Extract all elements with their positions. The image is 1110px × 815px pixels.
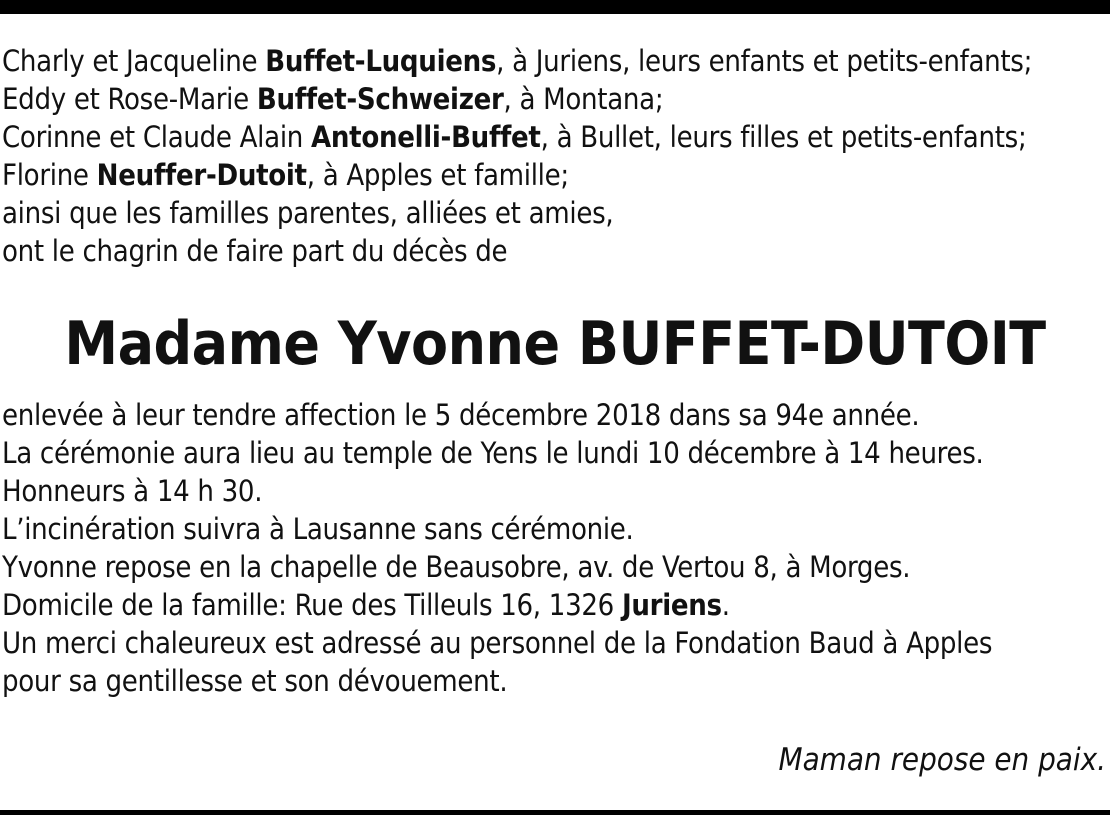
top-rule	[0, 0, 1110, 14]
detail-line: enlevée à leur tendre affection le 5 décembre 2018 dans sa 94e année.	[2, 398, 920, 432]
intro-line: ainsi que les familles parentes, alliées et amies,	[2, 196, 614, 230]
domicile-town: Juriens	[621, 588, 722, 622]
thanks-line: pour sa gentillesse et son dévouement.	[2, 664, 508, 698]
details-block	[2, 396, 1110, 700]
family-list	[2, 42, 1110, 270]
family-surname: Buffet-Luquiens	[265, 44, 497, 78]
domicile-line: Domicile de la famille: Rue des Tilleuls 16, 1326 Juriens.	[2, 588, 730, 622]
detail-line: L’incinération suivra à Lausanne sans cérémonie.	[2, 512, 634, 546]
detail-line: Honneurs à 14 h 30.	[2, 474, 263, 508]
family-surname: Neuffer-Dutoit	[96, 158, 307, 192]
family-line: Florine Neuffer-Dutoit, à Apples et famille;	[2, 158, 569, 192]
detail-line: Yvonne repose en la chapelle de Beausobre, av. de Vertou 8, à Morges.	[2, 550, 911, 584]
thanks-line: Un merci chaleureux est adressé au personnel de la Fondation Baud à Apples	[2, 626, 993, 660]
family-surname: Antonelli-Buffet	[311, 120, 541, 154]
family-line: Charly et Jacqueline Buffet-Luquiens, à Juriens, leurs enfants et petits-enfants;	[2, 44, 1033, 78]
intro-line: ont le chagrin de faire part du décès de	[2, 234, 508, 268]
family-line: Corinne et Claude Alain Antonelli-Buffet, à Bullet, leurs filles et petits-enfants;	[2, 120, 1027, 154]
family-line: Eddy et Rose-Marie Buffet-Schweizer, à Montana;	[2, 82, 664, 116]
family-surname: Buffet-Schweizer	[256, 82, 504, 116]
deceased-name: Madame Yvonne BUFFET-DUTOIT	[64, 309, 1046, 379]
bottom-rule	[0, 810, 1110, 815]
detail-line: La cérémonie aura lieu au temple de Yens le lundi 10 décembre à 14 heures.	[2, 436, 984, 470]
closing-phrase: Maman repose en paix.	[778, 742, 1106, 778]
